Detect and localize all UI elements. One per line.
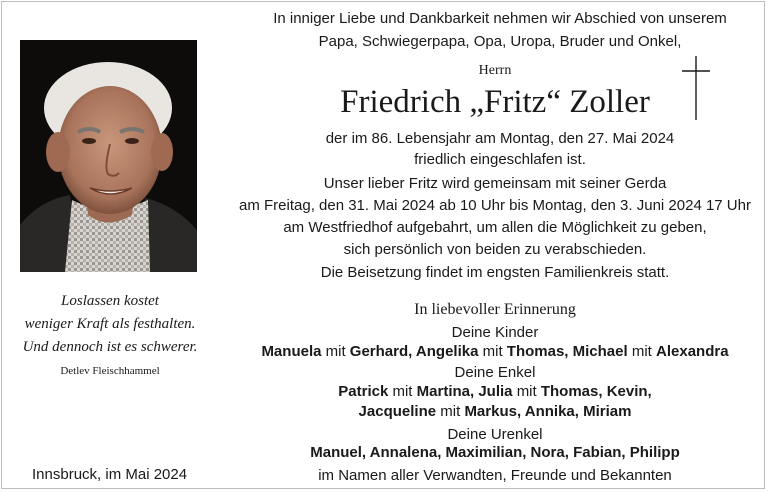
grandchildren-label: Deine Enkel [454,364,536,381]
quote-author: Detlev Fleischhammel [60,365,160,377]
mit-word: mit [631,343,652,360]
grandchild-name: Jacqueline [358,403,437,420]
child-name: Alexandra [656,343,729,360]
quote [10,290,210,359]
child-name: Gerhard, Angelika [349,343,479,360]
viewing-line-3: am Westfriedhof aufgebahrt, um allen die Möglichkeit zu geben, [283,219,707,236]
intro-line-2: Papa, Schwiegerpapa, Opa, Uropa, Bruder und Onkel, [318,33,682,50]
viewing-line-1: Unser lieber Fritz wird gemeinsam mit seiner Gerda [323,175,667,192]
details-line-1: der im 86. Lebensjahr am Montag, den 27. Mai 2024 [325,130,675,147]
great-grandchild-names: Manuel, Annalena, Maximilian, Nora, Fabian, Philipp [310,444,680,461]
intro-line-1: In inniger Liebe und Dankbarkeit nehmen wir Abschied von unserem [273,10,727,27]
details-line-2: friedlich eingeschlafen ist. [414,151,586,168]
great-grandchildren-label: Deine Urenkel [447,426,543,443]
grandchild-name: Thomas, Kevin, [540,383,652,400]
burial-note: Die Beisetzung findet im engsten Familienkreis statt. [320,264,670,281]
deceased-name: Friedrich „Fritz“ Zoller [340,84,650,120]
latin-cross-icon [682,56,710,120]
grandchild-name: Markus, Annika, Miriam [464,403,632,420]
grandchild-name: Martina, Julia [416,383,513,400]
mit-word: mit [325,343,346,360]
quote-line-3: Und dennoch ist es schwerer. [22,339,198,355]
mit-word: mit [482,343,503,360]
viewing-line-2: am Freitag, den 31. Mai 2024 ab 10 Uhr bis Montag, den 3. Juni 2024 17 Uhr [239,197,751,214]
mit-word: mit [392,383,413,400]
quote-line-1: Loslassen kostet [61,293,159,309]
memory-heading: In liebevoller Erinnerung [414,301,576,318]
grandchildren-line-1 [230,382,760,402]
quote-line-2: weniger Kraft als festhalten. [24,316,196,332]
relatives-line: im Namen aller Verwandten, Freunde und Bekannten [318,467,672,484]
grandchildren-line-2 [230,402,760,422]
child-name: Manuela [261,343,322,360]
children-names [230,342,760,362]
viewing-line-4: sich persönlich von beiden zu verabschieden. [343,241,647,258]
children-label: Deine Kinder [451,324,539,341]
mit-word: mit [440,403,461,420]
place-date: Innsbruck, im Mai 2024 [32,466,188,483]
salutation: Herrn [478,63,512,78]
great-grandchildren-names [230,443,760,463]
grandchild-name: Patrick [338,383,389,400]
portrait-photo [20,40,197,272]
child-name: Thomas, Michael [506,343,628,360]
mit-word: mit [516,383,537,400]
